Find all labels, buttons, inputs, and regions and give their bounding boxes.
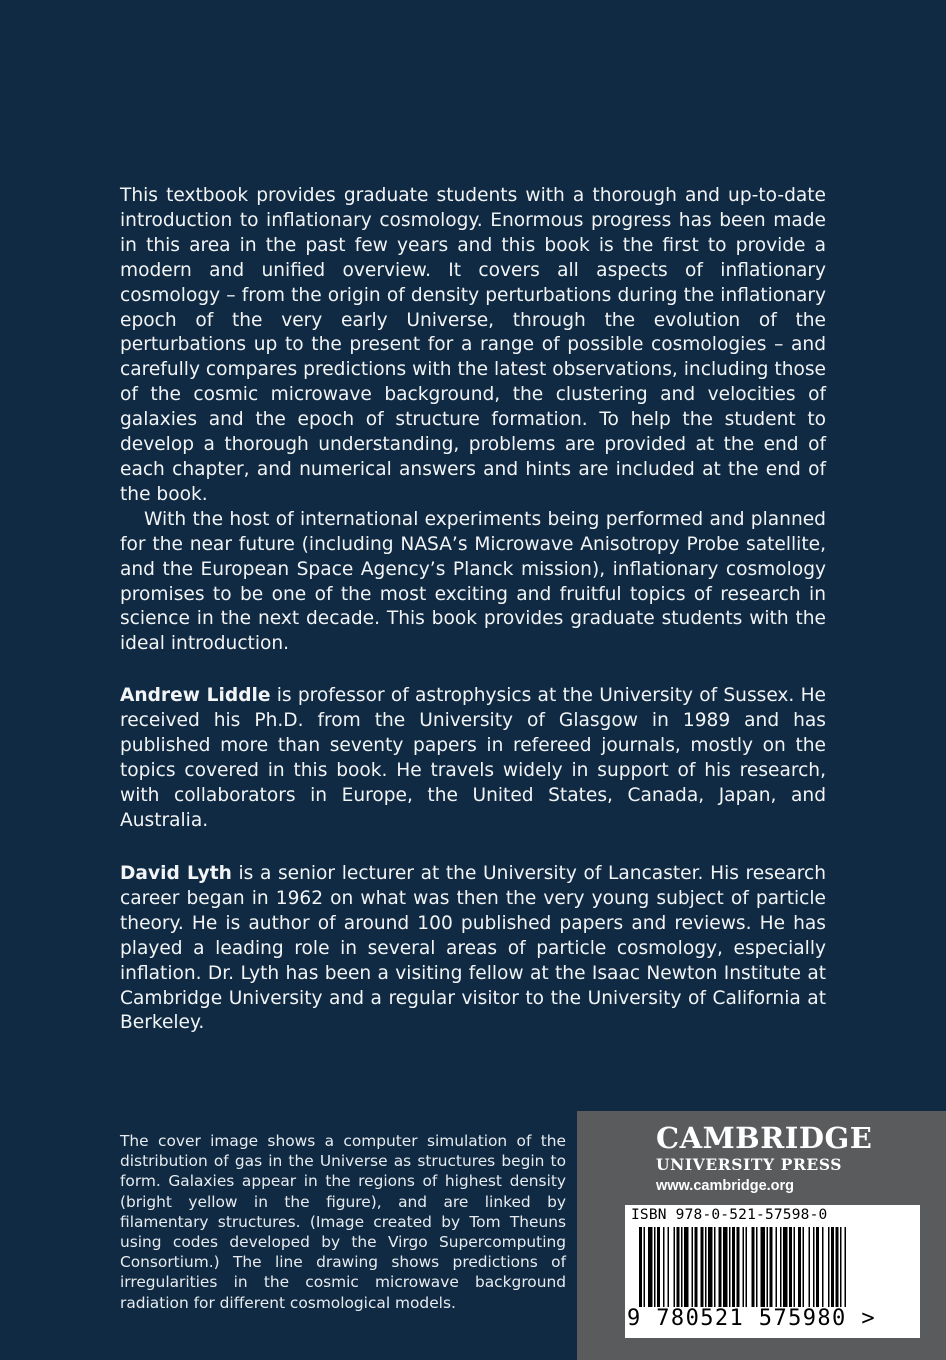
barcode-bar: [681, 1227, 683, 1307]
description-paragraph-1: This textbook provides graduate students with a thorough and up-to-date introduction to inflationary cosmology. Enormous progress has been made in this area in the past few years and this book is the first to provide a modern and unified overview. It covers all aspects of inflationary cosmology – from the origin of density perturbations during the inflationary epoch of the very early Universe, through the evolution of the perturbations up to the present for a range of possible cosmologies – and carefully compares predictions with the latest observations, including those of the cosmic microwave background, the clustering and velocities of galaxies and the epoch of structure formation. To help the student to develop a thorough understanding, problems are provided at the end of each chapter, and numerical answers and hints are included at the end of the book.: [120, 185, 826, 505]
barcode-bar: [695, 1227, 698, 1307]
barcode-bar: [644, 1227, 646, 1307]
author-bio-liddle: [120, 684, 826, 833]
author-name: Andrew Liddle: [120, 685, 271, 706]
barcode-bar: [831, 1227, 834, 1307]
barcode-bar: [692, 1227, 694, 1307]
barcode-bar: [809, 1227, 811, 1307]
barcode-bar: [816, 1227, 819, 1307]
barcode-bar: [654, 1227, 656, 1307]
barcode-bar: [783, 1227, 788, 1307]
barcode-bar: [746, 1227, 748, 1307]
barcode-bar: [732, 1227, 735, 1307]
author-bio-lyth: [120, 862, 826, 1036]
publisher-panel: [577, 1111, 946, 1360]
barcode-bar: [798, 1227, 801, 1307]
barcode-bar: [803, 1227, 805, 1307]
barcode-bar: [677, 1227, 680, 1307]
barcode-bar: [845, 1227, 847, 1307]
barcode-bar: [723, 1227, 728, 1307]
barcode-bar: [719, 1227, 722, 1307]
barcode-bar: [794, 1227, 796, 1307]
isbn-barcode: [625, 1205, 920, 1338]
barcode-bar: [789, 1227, 792, 1307]
barcode-bar: [822, 1227, 824, 1307]
barcode-bar: [780, 1227, 782, 1307]
barcode-bar: [657, 1227, 660, 1307]
barcode-bar: [705, 1227, 707, 1307]
barcode-bar: [776, 1227, 778, 1307]
barcode-bar: [708, 1227, 713, 1307]
barcode-bar: [639, 1227, 642, 1307]
barcode-bar: [663, 1227, 665, 1307]
barcode-digits: 9 780521 575980 >: [627, 1306, 876, 1331]
isbn-label: ISBN 978-0-521-57598-0: [631, 1207, 828, 1223]
barcode-bar: [840, 1227, 842, 1307]
barcode-bar: [729, 1227, 731, 1307]
barcode-bar: [756, 1227, 758, 1307]
barcode-bar: [813, 1227, 815, 1307]
barcode-bar: [684, 1227, 689, 1307]
author-bio-text: is a senior lecturer at the University of Lancaster. His research career began in 1962 on what was then the very young subject of particle theory. He is author of around 100 published papers and reviews. He has played a leading role in several areas of particle cosmology, especially inflation. Dr. Lyth has been a visiting fellow at the Isaac Newton Institute at Cambridge University and a regular visitor to the University of California at Berkeley.: [120, 863, 826, 1034]
publisher-url: www.cambridge.org: [656, 1178, 795, 1194]
book-description: [120, 184, 826, 657]
author-bio-text: is professor of astrophysics at the University of Sussex. He received his Ph.D. from the University of Glasgow in 1989 and has published more than seventy papers in refereed journals, mostly on the topics covered in this book. He travels widely in support of his research, with collaborators in Europe, the United States, Canada, Japan, and Australia.: [120, 685, 826, 831]
barcode-bar: [701, 1227, 704, 1307]
publisher-logo-sub: UNIVERSITY PRESS: [656, 1155, 843, 1174]
barcode-bar: [752, 1227, 755, 1307]
cover-image-caption: The cover image shows a computer simulation of the distribution of gas in the Universe as structures begin to form. Galaxies appear in the regions of highest density (bright yellow in the figure), and are linked by filamentary structures. (Image created by Tom Theuns using codes developed by the Virgo Supercomputing Consortium.) The line drawing shows predictions of irregularities in the cosmic microwave background radiation for different cosmological models.: [120, 1132, 566, 1312]
publisher-logo-name: CAMBRIDGE: [656, 1121, 873, 1155]
barcode-bar: [743, 1227, 745, 1307]
barcode-bar: [828, 1227, 830, 1307]
barcode-bars: [639, 1227, 905, 1307]
barcode-bar: [714, 1227, 716, 1307]
barcode-bar: [668, 1227, 670, 1307]
barcode-bar: [767, 1227, 769, 1307]
barcode-bar: [674, 1227, 676, 1307]
author-name: David Lyth: [120, 863, 232, 884]
barcode-bar: [770, 1227, 773, 1307]
barcode-bar: [836, 1227, 839, 1307]
barcode-bar: [761, 1227, 766, 1307]
barcode-bar: [737, 1227, 740, 1307]
description-paragraph-2: With the host of international experiments being performed and planned for the near future (including NASA’s Microwave Anisotropy Probe satellite, and the European Space Agency’s Planck mission), inflationary cosmology promises to be one of the most exciting and fruitful topics of research in science in the next decade. This book provides graduate students with the ideal introduction.: [120, 508, 826, 655]
barcode-bar: [648, 1227, 653, 1307]
